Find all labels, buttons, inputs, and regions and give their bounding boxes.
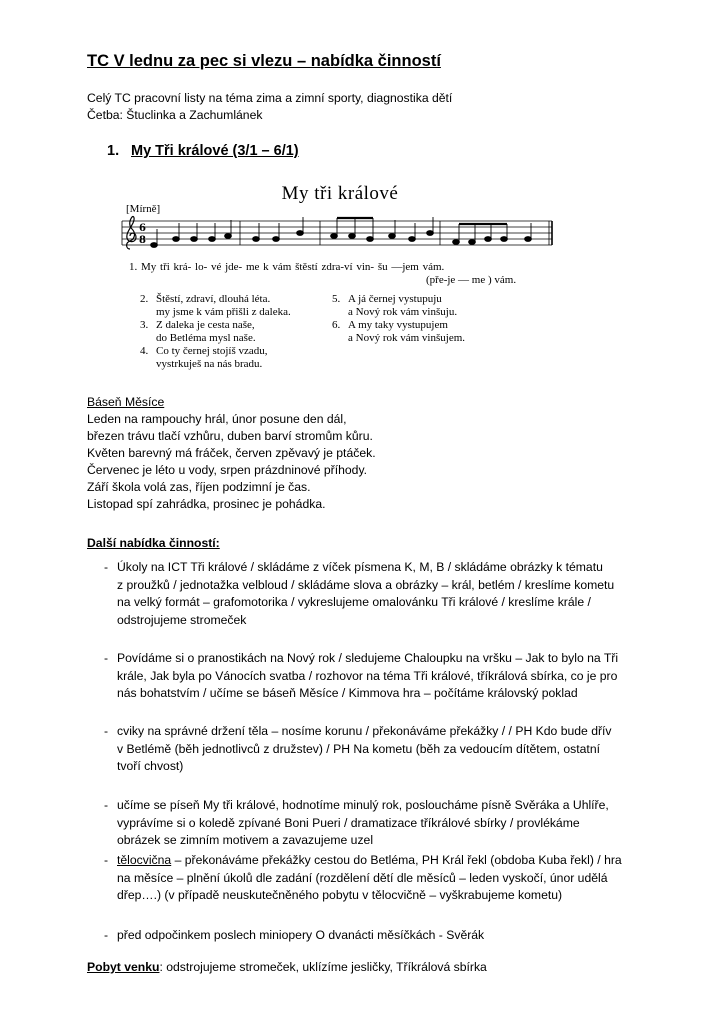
- verse-number: 6.: [332, 319, 341, 331]
- verse-number: 2.: [140, 293, 149, 305]
- poem-line: Červenec je léto u vody, srpen prázdninové příhody.: [87, 463, 368, 477]
- song-title: My tři králové: [281, 183, 399, 204]
- intro-line: Celý TC pracovní listy na téma zima a zimní sporty, diagnostika dětí: [87, 91, 453, 105]
- verse-line: Co ty černej stojíš vzadu,: [156, 345, 268, 357]
- section-title: My Tři králové (3/1 – 6/1): [131, 143, 299, 159]
- poem-line: Listopad spí zahrádka, prosinec je pohádka.: [87, 497, 326, 511]
- outdoor-text: : odstrojujeme stromeček, uklízíme jesličky, Tříkrálová sbírka: [159, 960, 487, 974]
- list-item-line: vyprávíme si o koledě zpívané Boni Pueri / dramatizace tříkrálové sbírky / provlékáme: [117, 815, 580, 830]
- verse-line: vystrkuješ na nás bradu.: [156, 358, 263, 370]
- verses-right: [332, 293, 465, 345]
- verse-line: a Nový rok vám vinšuju.: [348, 306, 458, 318]
- list-dash: -: [104, 724, 109, 738]
- section-heading: [107, 143, 299, 159]
- list-item-line: obrázek se zimním motivem a zavazujeme uzel: [117, 833, 374, 847]
- list-item-line: tvoří chvost): [117, 759, 184, 773]
- list-item-line: učíme se píseň My tři králové, hodnotíme minulý rok, posloucháme písně Svěráka a Uhlíře,: [117, 798, 609, 812]
- verse-line: do Betléma mysl naše.: [156, 332, 256, 344]
- verse-line: A my taky vystupujem: [348, 319, 448, 331]
- list-dash: -: [104, 928, 109, 942]
- page-title: TC V lednu za pec si vlezu – nabídka činností: [87, 52, 441, 70]
- verse-number: 5.: [332, 293, 341, 305]
- intro-block: [87, 90, 452, 124]
- verse-number: 4.: [140, 345, 149, 357]
- verse-line: Z daleka je cesta naše,: [156, 319, 255, 331]
- svg-text:8: 8: [139, 235, 146, 246]
- notes: [151, 217, 532, 247]
- song-lyrics-line1: 1. My tři krá- lo- vé jde- me k vám štěstí zdra-ví vin- šu —jem vám.: [129, 261, 445, 273]
- list-item-line: v Betlémě (běh jednotlivců z družstev) / PH Na kometu (běh za vedoucím dítětem, ostatní: [117, 741, 600, 756]
- verse: [140, 293, 291, 319]
- svg-text:6: 6: [139, 223, 146, 234]
- music-staff: [120, 205, 560, 261]
- list-dash: -: [104, 560, 109, 574]
- verse-line: A já černej vystupuju: [348, 293, 442, 305]
- list-item: [104, 927, 485, 945]
- outdoor-label: Pobyt venku: [87, 960, 160, 974]
- poem-line: Září škola volá zas, říjen podzimní je čas.: [87, 480, 311, 494]
- verse: [140, 319, 291, 345]
- sheet-music: [120, 183, 560, 388]
- list-dash: -: [104, 798, 109, 812]
- verses-left: [140, 293, 291, 371]
- activities-heading: Další nabídka činností:: [87, 536, 220, 550]
- verse-number: 3.: [140, 319, 149, 331]
- list-item-line: odstrojujeme stromeček: [117, 612, 247, 627]
- poem-block: [87, 394, 376, 513]
- section-number: 1.: [107, 143, 120, 159]
- list-item: [104, 559, 615, 629]
- verse-line: Štěstí, zdraví, dlouhá léta.: [156, 293, 271, 305]
- verse-line: my jsme k vám přišli z daleka.: [156, 306, 291, 318]
- list-item-line: před odpočinkem poslech miniopery O dvanácti měsíčkách - Svěrák: [117, 928, 485, 942]
- list-item: [104, 852, 622, 905]
- list-item-text: – překonáváme překážky cestou do Betléma, PH Král řekl (obdoba Kuba řekl) / hra: [171, 853, 622, 867]
- list-item-line: [117, 852, 622, 870]
- time-signature: [139, 223, 146, 246]
- list-item: [104, 797, 609, 850]
- list-item: [104, 650, 619, 703]
- poem-title: Báseň Měsíce: [87, 395, 165, 409]
- list-item-line: Povídáme si o pranostikách na Nový rok / sledujeme Chaloupku na vršku – Jak to bylo na Tři: [117, 651, 619, 665]
- list-item-line: nás bohatstvím / učíme se báseň Měsíce / Kimmova hra – počítáme královský poklad: [117, 686, 578, 700]
- list-item-line: Úkoly na ICT Tři králové / skládáme z víček písmena K, M, B / skládáme obrázky k tématu: [117, 560, 603, 574]
- verse-line: a Nový rok vám vinšujem.: [348, 332, 466, 344]
- poem-line: Květen barevný má fráček, červen zpěvavý je ptáček.: [87, 446, 376, 460]
- outdoor-activity: [87, 960, 487, 974]
- list-item-line: cviky na správné držení těla – nosíme korunu / překonáváme překážky / / PH Kdo bude dřív: [117, 724, 612, 738]
- list-item-line: z proužků / jednotažka velbloud / skládáme slova a obrázky – král, betlém / kreslíme kometu: [117, 577, 615, 592]
- verse: [140, 345, 291, 371]
- verse: [332, 293, 465, 319]
- song-lyrics-line1-alt: (pře-je — me ) vám.: [426, 274, 517, 286]
- list-item-line: na velký formát – grafomotorika / vykreslujeme omalovánku Tři králové / kreslíme krále /: [117, 595, 591, 609]
- list-item-line: krále, Jak byla po Vánocích svatba / rozhovor na téma Tři králové, tříkrálová sbírka, co je pro: [117, 668, 618, 683]
- list-dash: -: [104, 853, 109, 867]
- list-dash: -: [104, 651, 109, 665]
- gym-label: tělocvična: [117, 853, 172, 867]
- verse: [332, 319, 465, 345]
- list-item-line: na měsíce – plnění úkolů dle zadání (rozdělení dětí dle měsíců – leden vyskočí, únor udělá: [117, 870, 608, 885]
- poem-line: Leden na rampouchy hrál, únor posune den dál,: [87, 412, 347, 426]
- list-item: [104, 723, 612, 776]
- intro-line: Četba: Štuclinka a Zachumlánek: [87, 108, 263, 122]
- tempo-marking: [Mírně]: [126, 203, 161, 215]
- list-item-line: dřep….) (v případě neuskutečněného pobytu v tělocvičně – vyškrabujeme kometu): [117, 888, 563, 902]
- poem-line: březen trávu tlačí vzhůru, duben barví stromům kůru.: [87, 429, 373, 443]
